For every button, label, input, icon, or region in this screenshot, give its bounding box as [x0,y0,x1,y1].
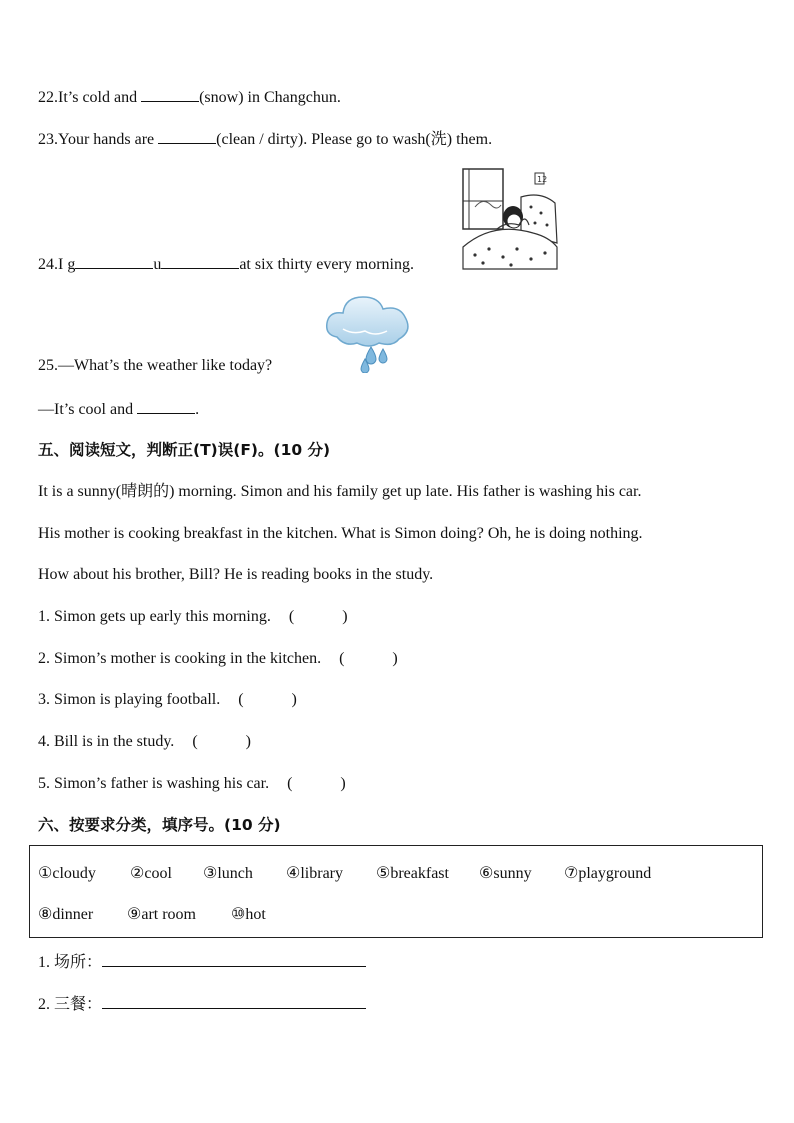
q24-text: 24.I g [38,256,76,273]
tf-answer-5[interactable]: ( ) [287,775,346,792]
question-25 [38,356,272,376]
rain-cloud-icon [325,293,411,373]
category-places-label: 1. 场所： [38,954,103,971]
category-meals [38,994,366,1015]
option-4: ④library [286,865,343,882]
q25-period: . [195,401,200,418]
tf-item-5-text: 5. Simon’s father is washing his car. [38,775,270,792]
svg-text:12: 12 [537,175,548,184]
q23-text-end: (clean / dirty). Please go to wash(洗) them. [216,131,493,148]
tf-answer-3[interactable]: ( ) [238,691,297,708]
question-24 [38,254,414,275]
category-meals-label: 2. 三餐： [38,996,103,1013]
tf-item-3 [38,690,297,710]
q25-answer-text: —It’s cool and [38,401,138,418]
category-places-blank[interactable] [102,952,366,967]
q24-blank-2[interactable] [161,254,239,269]
tf-item-2 [38,649,398,669]
tf-item-2-text: 2. Simon’s mother is cooking in the kitchen. [38,650,322,667]
option-7: ⑦playground [564,865,652,882]
girl-waking-in-bed-icon [461,167,559,271]
tf-answer-2[interactable]: ( ) [339,650,398,667]
q23-text: 23.Your hands are [38,131,159,148]
q23-blank[interactable] [158,129,216,144]
q25-blank[interactable] [137,399,195,414]
q24-text-end: at six thirty every morning. [239,256,414,273]
tf-item-4 [38,732,251,752]
tf-item-3-text: 3. Simon is playing football. [38,691,221,708]
tf-item-5 [38,774,346,794]
option-8: ⑧dinner [38,906,94,923]
question-25-answer [38,399,199,420]
q25-question: 25.—What’s the weather like today? [38,357,273,374]
q24-letter-u: u [153,256,162,273]
section6-heading: 六、按要求分类，填序号。(10 分) [38,816,281,834]
option-3: ③lunch [203,865,253,882]
q24-blank-1[interactable] [75,254,153,269]
option-1: ①cloudy [38,865,96,882]
option-6: ⑥sunny [479,865,532,882]
question-22 [38,87,341,108]
passage-line-1: It is a sunny(晴朗的) morning. Simon and his family get up late. His father is washing his car. [38,483,642,500]
question-23 [38,129,492,150]
q22-blank[interactable] [141,87,199,102]
q22-text: 22.It’s cold and [38,89,142,106]
q22-text-end: (snow) in Changchun. [199,89,341,106]
category-meals-blank[interactable] [102,994,366,1009]
passage-line-3: How about his brother, Bill? He is reading books in the study. [38,566,434,583]
tf-item-4-text: 4. Bill is in the study. [38,733,175,750]
tf-answer-1[interactable]: ( ) [288,608,348,625]
category-places [38,952,366,973]
option-9: ⑨art room [127,906,196,923]
option-2: ②cool [130,865,172,882]
passage-line-2: His mother is cooking breakfast in the kitchen. What is Simon doing? Oh, he is doing nothing. [38,525,643,542]
tf-item-1 [38,607,348,627]
option-10: ⑩hot [231,906,266,923]
word-options-box [29,845,763,938]
tf-answer-4[interactable]: ( ) [192,733,251,750]
tf-item-1-text: 1. Simon gets up early this morning. [38,608,271,625]
section5-heading: 五、阅读短文，判断正(T)误(F)。(10 分) [38,441,331,459]
option-5: ⑤breakfast [376,865,449,882]
